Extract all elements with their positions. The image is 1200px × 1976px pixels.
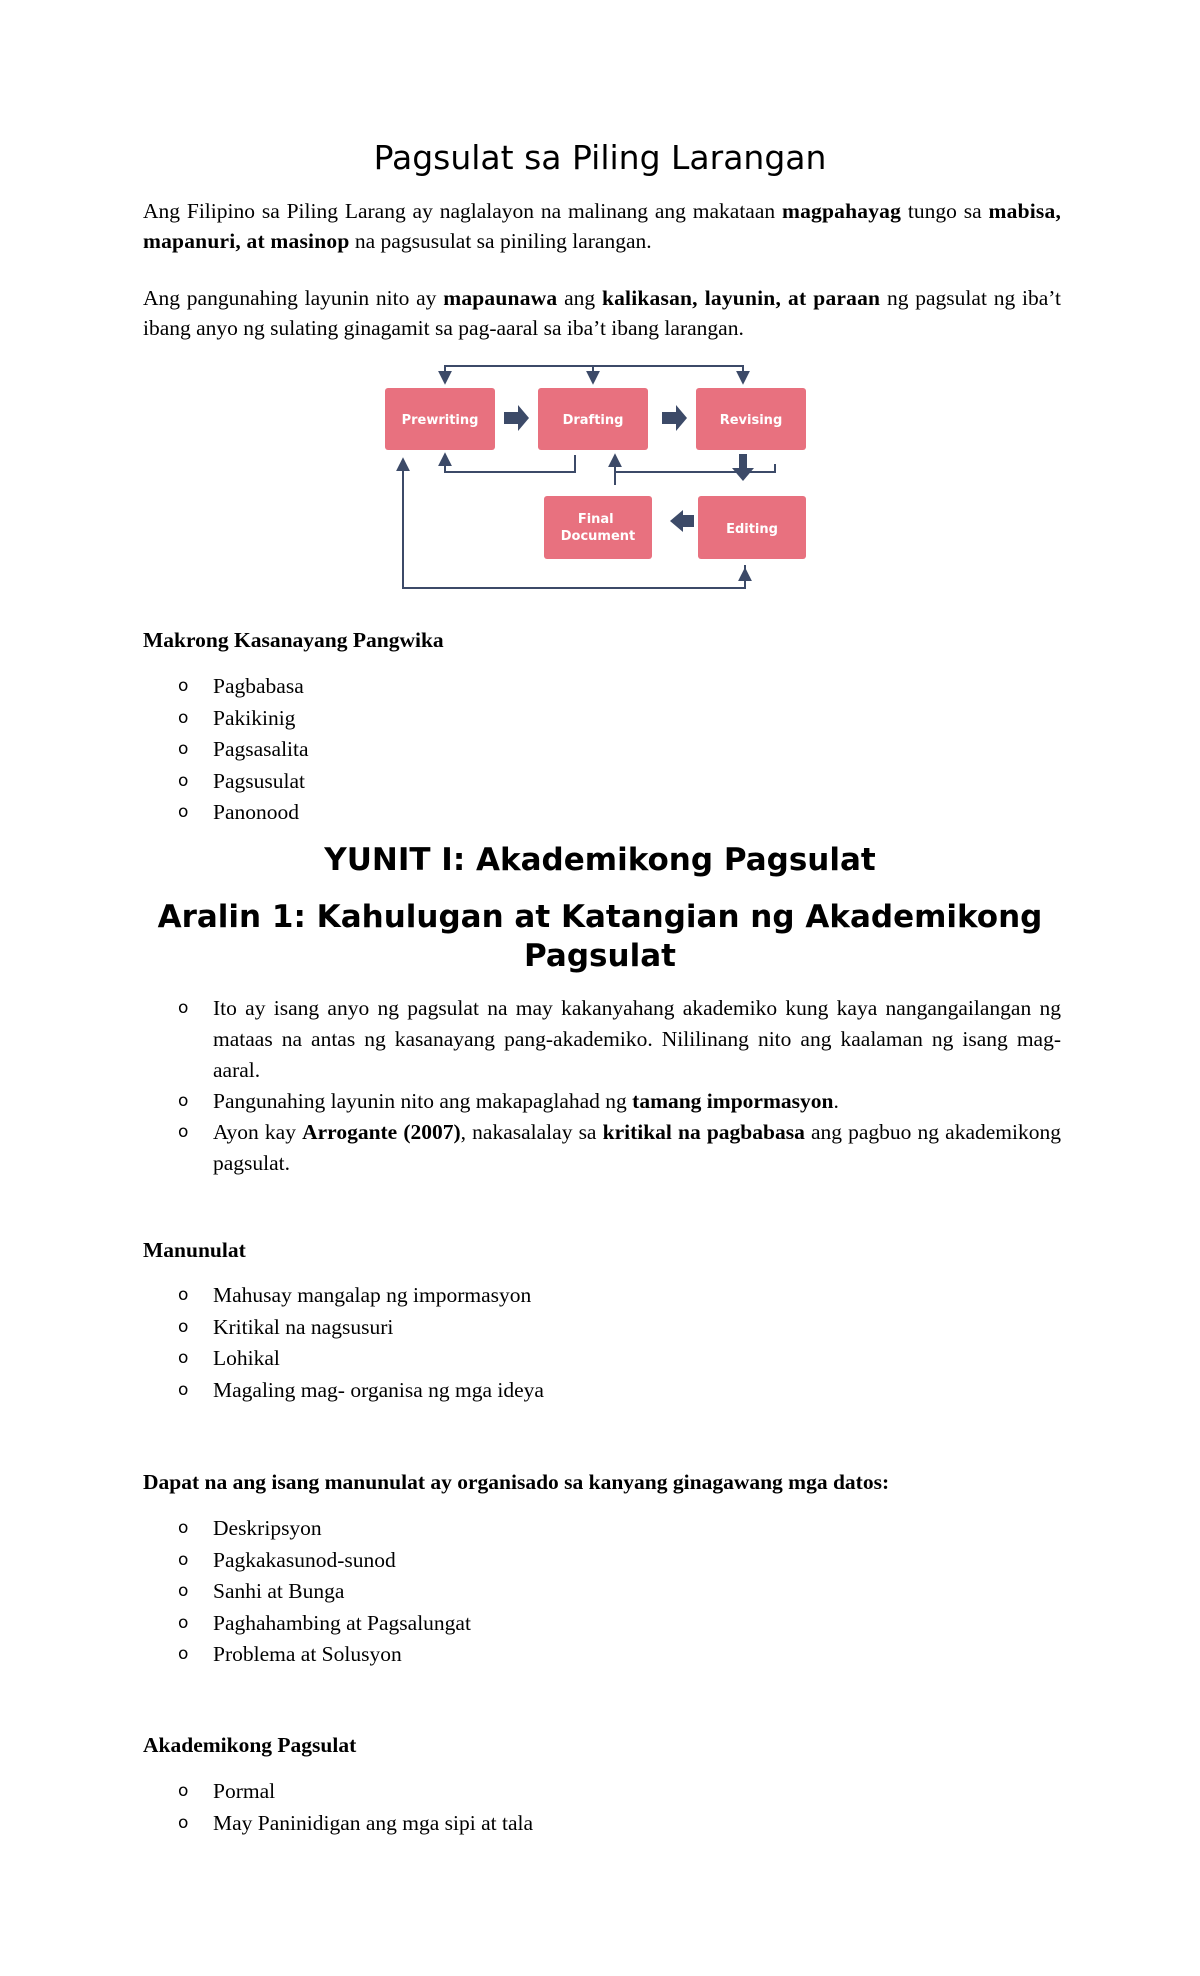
intro-bold: mapaunawa — [443, 286, 558, 310]
list-item-text: Paghahambing at Pagsalungat — [213, 1610, 471, 1635]
list-item — [143, 1513, 1061, 1545]
writing-process-diagram — [380, 360, 820, 600]
list-item-text: ang pagbuo ng akademikong pagsulat. — [213, 1120, 1061, 1175]
intro-bold: magpahayag — [782, 199, 902, 223]
list-item — [143, 1608, 1061, 1640]
list-item — [143, 797, 1061, 829]
list-item-text: , nakasalalay sa — [460, 1120, 603, 1144]
lesson-title: Aralin 1: Kahulugan at Katangian ng Akademikong Pagsulat — [157, 899, 1043, 974]
bullet-icon: o — [178, 1581, 189, 1601]
makro-heading: Makrong Kasanayang Pangwika — [143, 628, 444, 652]
list-item-bold: tamang impormasyon — [632, 1089, 834, 1113]
manunulat-heading: Manunulat — [143, 1238, 246, 1262]
arrow-drafting-to-prewriting — [445, 455, 575, 472]
arrow-left-shaft — [683, 515, 694, 527]
list-item-text: Panonood — [213, 800, 299, 824]
node-label: Prewriting — [401, 413, 479, 428]
list-item — [143, 1375, 1061, 1407]
list-item-text: . — [833, 1089, 839, 1113]
bullet-icon: o — [178, 1091, 189, 1111]
intro-text: ang — [557, 286, 602, 310]
list-item-text: Pagsusulat — [213, 768, 305, 793]
intro-bold: kalikasan, layunin, at paraan — [601, 286, 881, 310]
bullet-icon: o — [178, 1348, 189, 1368]
bullet-icon: o — [178, 1518, 189, 1538]
list-item-text: Ayon kay — [213, 1120, 303, 1144]
list-item-text: Lohikal — [213, 1346, 280, 1370]
intro-paragraph-1 — [143, 196, 1061, 256]
list-item-text: Pagkakasunod-sunod — [213, 1547, 396, 1572]
akademiko-heading: Akademikong Pagsulat — [143, 1733, 357, 1757]
bullet-icon: o — [178, 1122, 189, 1142]
list-item — [143, 1776, 1061, 1808]
list-item-bold: kritikal na pagbabasa — [602, 1120, 805, 1144]
bullet-icon: o — [178, 1316, 189, 1337]
node-label-line-2: Document — [560, 529, 636, 544]
bullet-icon: o — [178, 676, 189, 696]
bullet-icon: o — [178, 1379, 189, 1400]
node-final-document — [544, 496, 652, 559]
node-editing — [698, 496, 806, 559]
dapat-heading: Dapat na ang isang manunulat ay organisado sa kanyang ginagawang mga datos: — [143, 1470, 890, 1494]
list-item — [143, 1808, 1061, 1840]
list-item-text: Sanhi at Bunga — [213, 1579, 345, 1603]
list-item-text: Pagsasalita — [213, 737, 309, 761]
list-item-text: Ito ay isang anyo ng pagsulat na may kakanyahang akademiko kung kaya nangangailangan ng mataas na antas ng kasanayang pang-akademiko. Nililinang nito ang kaalaman ng isang mag-aaral. — [213, 996, 1061, 1082]
bullet-icon: o — [178, 1549, 189, 1570]
list-item — [143, 1280, 1061, 1312]
bullet-icon: o — [178, 1781, 189, 1801]
manunulat-list — [143, 1280, 1061, 1406]
dapat-list — [143, 1513, 1061, 1671]
makro-list — [143, 671, 1061, 829]
list-item — [143, 734, 1061, 766]
arrow-left-icon — [670, 510, 683, 532]
intro-text: tungo sa — [901, 199, 989, 223]
bullet-icon: o — [178, 707, 189, 728]
intro-bold: mabisa, mapanuri, at masinop — [143, 199, 1062, 253]
list-item — [143, 1343, 1061, 1375]
list-item — [143, 1639, 1061, 1671]
document-title: Pagsulat sa Piling Larangan — [373, 138, 827, 177]
bullet-icon: o — [178, 998, 189, 1018]
bullet-icon: o — [178, 802, 189, 822]
list-item — [143, 671, 1061, 703]
list-item — [143, 1117, 1061, 1179]
list-item-text: Pangunahing layunin nito ang makapaglahad ng — [213, 1089, 633, 1113]
bullet-icon: o — [178, 1644, 189, 1664]
line-editing-to-final — [615, 464, 775, 485]
list-item — [143, 1086, 1061, 1117]
arrow-down-icon — [732, 454, 754, 481]
list-item-text: Pagbabasa — [213, 674, 304, 698]
list-item-bold: Arrogante (2007) — [302, 1120, 461, 1144]
list-item — [143, 703, 1061, 735]
node-label: Editing — [726, 522, 778, 537]
list-item-text: Problema at Solusyon — [213, 1642, 402, 1666]
bullet-icon: o — [178, 739, 189, 759]
unit-title: YUNIT I: Akademikong Pagsulat — [324, 842, 876, 878]
bullet-icon: o — [178, 1612, 189, 1633]
arrow-right-icon — [504, 405, 529, 431]
list-item-text: Pormal — [213, 1779, 276, 1803]
intro-text: ng pagsulat ng iba’t ibang anyo ng sulating ginagamit sa pag-aaral sa iba’t ibang larangan. — [143, 286, 1061, 340]
list-item-text: May Paninidigan ang mga sipi at tala — [213, 1810, 534, 1835]
list-item — [143, 993, 1061, 1086]
list-item — [143, 766, 1061, 798]
intro-text: Ang Filipino sa Piling Larang ay naglalayon na malinang ang makataan — [143, 199, 782, 223]
lesson-points-list — [143, 993, 1061, 1179]
list-item — [143, 1312, 1061, 1344]
node-drafting — [538, 388, 648, 450]
node-prewriting — [385, 388, 495, 450]
akademiko-list — [143, 1776, 1061, 1839]
list-item-text: Kritikal na nagsusuri — [213, 1314, 394, 1339]
node-label-line-1: Final — [577, 512, 614, 527]
intro-paragraph-2 — [143, 283, 1061, 343]
list-item-text: Deskripsyon — [213, 1516, 322, 1540]
arrow-right-icon — [662, 405, 687, 431]
node-label: Drafting — [562, 413, 624, 428]
intro-text: na pagsusulat sa piniling larangan. — [349, 229, 652, 253]
node-revising — [696, 388, 806, 450]
list-item-text: Magaling mag- organisa ng mga ideya — [213, 1377, 544, 1402]
list-item — [143, 1545, 1061, 1577]
node-label: Revising — [719, 413, 783, 428]
intro-text: Ang pangunahing layunin nito ay — [143, 286, 444, 310]
bullet-icon: o — [178, 1812, 189, 1833]
bullet-icon: o — [178, 770, 189, 791]
bullet-icon: o — [178, 1285, 189, 1305]
list-item-text: Pakikinig — [213, 705, 296, 730]
list-item-text: Mahusay mangalap ng impormasyon — [213, 1283, 532, 1307]
list-item — [143, 1576, 1061, 1608]
